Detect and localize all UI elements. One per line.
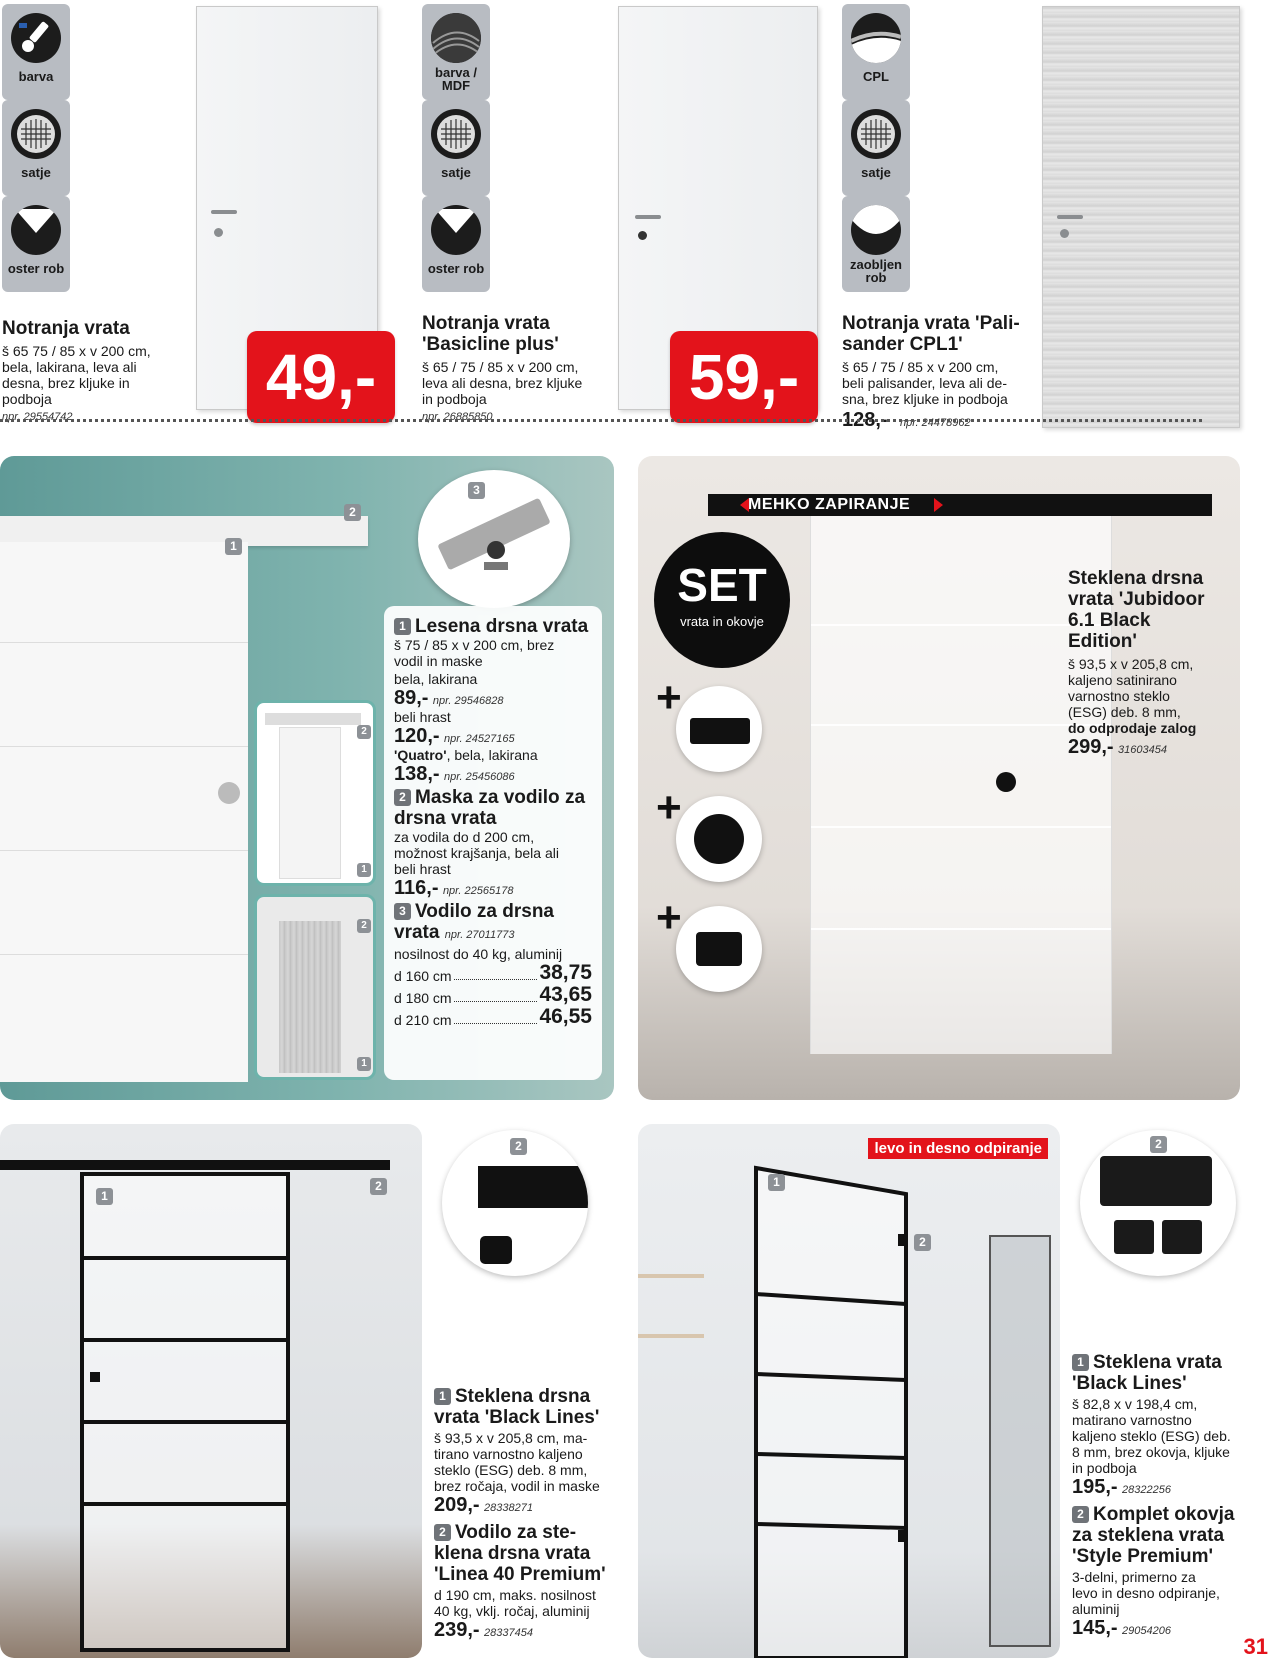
black-bar: [84, 1420, 286, 1424]
black-lines-door-photo: [638, 1124, 1060, 1658]
desc-line: š 75 / 85 x v 200 cm, brez: [394, 637, 555, 653]
black-rail: [0, 1160, 390, 1170]
desc-line: beli palisander, leva ali de-: [842, 375, 1007, 391]
photo-tag: 2: [1150, 1136, 1167, 1153]
photo-tag: 2: [357, 919, 371, 933]
wood-sliding-info-box: [384, 606, 602, 1080]
tile-caption: satje: [861, 165, 891, 180]
price-row: [434, 1494, 624, 1516]
sharp-edge-icon: [11, 205, 61, 255]
desc-line: 40 kg, vklj. ročaj, aluminij: [434, 1603, 590, 1619]
article-number: 31603454: [1118, 744, 1167, 756]
product-description: [1072, 1396, 1268, 1476]
item-number: 3: [394, 903, 411, 920]
tile-caption: [842, 258, 910, 284]
roller-detail-image: [418, 470, 570, 608]
product-description: [2, 343, 182, 407]
cpl-layer-icon: [851, 13, 901, 63]
caption-line: rob: [865, 270, 887, 285]
arrow-left-icon: [740, 498, 749, 512]
article-number: 28337454: [484, 1627, 533, 1639]
price-row: [1068, 736, 1238, 758]
desc-line: podboja: [2, 391, 52, 407]
rounded-edge-icon: [851, 205, 901, 255]
product-title: [394, 901, 592, 946]
price: 195,-: [1072, 1476, 1118, 1498]
desc-line: in podboja: [422, 391, 487, 407]
plus-icon: +: [656, 783, 682, 832]
fitting-part: [1114, 1220, 1154, 1254]
title-line: Steklena drsna: [455, 1386, 591, 1407]
groove: [0, 746, 248, 747]
door-lock: [638, 231, 647, 240]
door-handle: [211, 210, 237, 214]
item-number: 2: [434, 1524, 451, 1541]
arrow-right-icon: [934, 498, 943, 512]
desc-line: leva ali desna, brez kljuke: [422, 375, 583, 391]
price-row: [434, 1619, 624, 1641]
rail-price-row: [394, 1006, 592, 1028]
product-title: Notranja vrata: [2, 318, 130, 339]
title-line: vrata 'Black Lines': [434, 1407, 600, 1428]
desc-line: aluminij: [1072, 1601, 1120, 1617]
price-row: [394, 763, 592, 785]
product-description: [394, 637, 592, 687]
desc-line: š 65 / 75 / 85 x v 200 cm,: [842, 359, 999, 375]
rail-length: d 210 cm: [394, 1012, 452, 1028]
product-description: nosilnost do 40 kg, aluminij: [394, 946, 563, 962]
sharp-edge-feature-tile: [422, 196, 490, 292]
title-line: 'Black Lines': [1072, 1373, 1187, 1394]
photo-tag: 2: [357, 725, 371, 739]
desc-line: sna, brez kljuke in podboja: [842, 391, 1008, 407]
title-line: vrata 'Jubidoor: [1068, 589, 1205, 610]
desc-line: bela, lakirana, leva ali: [2, 359, 137, 375]
door-handle: [635, 215, 661, 219]
title-line: 6.1 Black: [1068, 610, 1151, 631]
title-line: 'Basicline plus': [422, 334, 559, 355]
photo-tag: 3: [468, 482, 485, 499]
door-knob: [218, 782, 240, 804]
thumb-door: [279, 921, 341, 1073]
set-badge-subtitle: vrata in okovje: [680, 614, 764, 629]
product-description: [434, 1587, 624, 1619]
tile-caption: oster rob: [427, 261, 485, 276]
title-line: Steklena drsna: [1068, 568, 1204, 589]
product-title: [434, 1522, 624, 1585]
product-description: [1072, 1569, 1268, 1617]
style-premium-fittings-image: [1080, 1130, 1236, 1276]
desc-line: kaljeno satinirano: [1068, 672, 1177, 688]
variant-label: [394, 747, 592, 763]
article-number: npr. 22565178: [442, 885, 514, 897]
product-title: [394, 616, 592, 637]
price: 43,65: [539, 983, 592, 1006]
desc-line: beli hrast: [394, 861, 451, 877]
rail-price-row: [394, 984, 592, 1006]
door-handle: [1057, 215, 1083, 219]
title-line: 'Style Premium': [1072, 1546, 1214, 1567]
glass-door: [810, 494, 1112, 1054]
rail-part: [478, 1166, 588, 1208]
paint-mdf-icon: [431, 13, 481, 63]
groove: [0, 954, 248, 955]
article-number: 29054206: [1122, 1625, 1171, 1637]
title-line: vrata: [394, 922, 440, 943]
desc-line: brez ročaja, vodil in maske: [434, 1478, 600, 1494]
variant-name: 'Quatro': [394, 747, 447, 763]
title-line: Steklena vrata: [1093, 1352, 1222, 1373]
rounded-edge-feature-tile: [842, 196, 910, 292]
photo-tag: 1: [357, 863, 371, 877]
sliding-door: [0, 542, 248, 1082]
photo-tag: 2: [344, 504, 361, 521]
honeycomb-feature-tile: [842, 100, 910, 196]
product-title: [1068, 568, 1238, 652]
price: 116,-: [394, 877, 439, 899]
sharp-edge-icon: [431, 205, 481, 255]
desc-line: desna, brez kljuke in: [2, 375, 130, 391]
glass-stripe: [811, 624, 1111, 626]
desc-line: matirano varnostno: [1072, 1412, 1192, 1428]
product-description: [434, 1430, 624, 1494]
article-number: npr. 25456086: [444, 771, 515, 783]
photo-tag: 2: [370, 1178, 387, 1195]
honeycomb-icon: [11, 109, 61, 159]
article-number: npr. 29554742: [2, 411, 73, 423]
rail-price-row: [394, 962, 592, 984]
desc-line: steklo (ESG) deb. 8 mm,: [434, 1462, 588, 1478]
dot-leader: [454, 1023, 538, 1024]
glass-stripe: [811, 826, 1111, 828]
plus-icon: +: [656, 673, 682, 722]
black-lines-sliding-photo: [0, 1124, 422, 1658]
title-line: drsna vrata: [394, 808, 497, 829]
desc-line: š 93,5 x v 205,8 cm, ma-: [434, 1430, 588, 1446]
tile-caption: satje: [441, 165, 471, 180]
glass-stripe: [811, 928, 1111, 930]
plus-icon: +: [656, 893, 682, 942]
tile-caption: CPL: [863, 69, 889, 84]
title-line: Maska za vodilo za: [415, 787, 586, 808]
photo-tag: 2: [510, 1138, 527, 1155]
cpl-feature-tile: [842, 4, 910, 100]
variant-rest: , bela, lakirana: [446, 747, 538, 763]
product-description: [1068, 656, 1238, 736]
title-line: Vodilo za drsna: [415, 901, 555, 922]
desc-line: š 65 / 75 / 85 x v 200 cm,: [422, 359, 579, 375]
linea-rail-detail-image: [442, 1130, 588, 1276]
price-row: [394, 877, 592, 899]
price: 239,-: [434, 1619, 480, 1641]
tile-caption: [422, 66, 490, 92]
round-handle-image: [676, 796, 762, 882]
article-number: npr. 24478962: [900, 417, 971, 429]
tile-caption: satje: [21, 165, 51, 180]
door-grip: [90, 1372, 100, 1382]
desc-line: kaljeno steklo (ESG) deb.: [1072, 1428, 1231, 1444]
caption-line: zaobljen: [849, 257, 902, 272]
price: 209,-: [434, 1494, 480, 1516]
soft-close-mechanism-image: [676, 686, 762, 772]
honeycomb-icon: [851, 109, 901, 159]
article-number: npr. 27011773: [444, 929, 515, 941]
product-title: [422, 313, 602, 355]
article-number: npr. 26885850: [422, 411, 493, 423]
price: 38,75: [539, 961, 592, 984]
part: [690, 718, 750, 744]
paint-brush-icon: [11, 13, 61, 63]
floor-guide-image: [676, 906, 762, 992]
door-knob: [996, 772, 1016, 792]
product-title: [1072, 1352, 1268, 1394]
price: 46,55: [539, 1005, 592, 1028]
jubidoor-text: [1068, 568, 1238, 758]
title-line: Notranja vrata 'Pali-: [842, 313, 1020, 334]
product-description: [394, 829, 592, 877]
wood-sliding-door-photo: [0, 456, 614, 1100]
title-line: za steklena vrata: [1072, 1525, 1225, 1546]
price-row: [1072, 1617, 1268, 1639]
title-line: klena drsna vrata: [434, 1543, 591, 1564]
black-bar: [84, 1502, 286, 1506]
soft-close-label: MEHKO ZAPIRANJE: [748, 496, 911, 513]
price-row: [1072, 1476, 1268, 1498]
opening-banner: levo in desno odpiranje: [868, 1138, 1048, 1159]
article-number: 28338271: [484, 1502, 533, 1514]
title-line: Notranja vrata: [422, 313, 550, 334]
item-number: 1: [434, 1388, 451, 1405]
price: 89,-: [394, 687, 429, 709]
thumbnail-oak-door: [254, 894, 376, 1080]
article-number: 28322256: [1122, 1484, 1171, 1496]
item-number: 2: [1072, 1506, 1089, 1523]
price: 138,-: [394, 763, 440, 785]
item-number: 1: [394, 618, 411, 635]
price-row: [394, 687, 592, 709]
dot-leader: [454, 1001, 538, 1002]
price-row: [394, 725, 592, 747]
item-number: 2: [394, 789, 411, 806]
price: 299,-: [1068, 736, 1114, 758]
glass-sliding-door: [80, 1172, 290, 1652]
price-badge-49: 49,-: [247, 331, 395, 423]
photo-tag: 1: [768, 1174, 785, 1191]
price: 120,-: [394, 725, 440, 747]
honeycomb-icon: [431, 109, 481, 159]
title-line: Edition': [1068, 631, 1137, 652]
title-line: Vodilo za ste-: [455, 1522, 577, 1543]
title-text: Lesena drsna vrata: [415, 616, 589, 637]
section-divider: [0, 419, 1202, 422]
product-palisander: [842, 313, 1042, 431]
honeycomb-feature-tile: [422, 100, 490, 196]
price: 128,-: [842, 409, 888, 431]
desc-line: (ESG) deb. 8 mm,: [1068, 704, 1181, 720]
page-number: 31: [1243, 1634, 1268, 1659]
title-line: sander CPL1': [842, 334, 963, 355]
caption-line: barva /: [435, 65, 477, 80]
door-image-palisander: [1042, 6, 1240, 428]
jubidoor-photo: [638, 456, 1240, 1100]
set-badge: [654, 532, 790, 668]
paint-mdf-feature-tile: [422, 4, 490, 100]
desc-line: za vodila do d 200 cm,: [394, 829, 535, 845]
desc-line: š 93,5 x v 205,8 cm,: [1068, 656, 1194, 672]
part: [696, 932, 742, 966]
glass-stripe: [811, 724, 1111, 726]
variant-label: beli hrast: [394, 709, 451, 725]
door-lock: [214, 228, 223, 237]
product-notranja-vrata: [2, 318, 182, 423]
grip-part: [480, 1236, 512, 1264]
hinged-glass-door: [638, 1124, 1060, 1658]
black-bar: [84, 1338, 286, 1342]
product-title: [1072, 1504, 1268, 1567]
price: 145,-: [1072, 1617, 1118, 1639]
photo-tag: 1: [225, 538, 242, 555]
desc-line: levo in desno odpiranje,: [1072, 1585, 1220, 1601]
photo-tag: 1: [96, 1188, 113, 1205]
desc-line: 8 mm, brez okovja, kljuke: [1072, 1444, 1230, 1460]
price-badge-59: 59,-: [670, 331, 818, 423]
desc-line: varnostno steklo: [1068, 688, 1170, 704]
groove: [0, 850, 248, 851]
product-title: [842, 313, 1042, 355]
thumb-rail: [265, 713, 361, 725]
honeycomb-feature-tile: [2, 100, 70, 196]
product-title: [394, 787, 592, 829]
desc-line: vodil in maske: [394, 653, 483, 669]
black-lines-door-text: [1072, 1352, 1268, 1639]
set-badge-title: SET: [677, 559, 767, 611]
product-description: [842, 359, 1042, 407]
tile-caption: barva: [18, 69, 54, 84]
fitting-part: [1162, 1220, 1202, 1254]
desc-line: in podboja: [1072, 1460, 1137, 1476]
product-title: [434, 1386, 624, 1428]
caption-line: MDF: [441, 78, 471, 93]
clearance-note: do odprodaje zalog: [1068, 720, 1197, 736]
article-number: npr. 24527165: [444, 733, 515, 745]
desc-line: š 65 75 / 85 x v 200 cm,: [2, 343, 151, 359]
tile-caption: oster rob: [7, 261, 65, 276]
black-bar: [84, 1256, 286, 1260]
paint-feature-tile: [2, 4, 70, 100]
title-line: Komplet okovja: [1093, 1504, 1235, 1525]
part: [694, 814, 744, 864]
desc-line: d 190 cm, maks. nosilnost: [434, 1587, 596, 1603]
door-lock: [1060, 229, 1069, 238]
groove: [0, 642, 248, 643]
rail-length: d 180 cm: [394, 990, 452, 1006]
photo-tag: 2: [914, 1234, 931, 1251]
sharp-edge-feature-tile: [2, 196, 70, 292]
product-description: [422, 359, 602, 407]
fitting-part: [1100, 1156, 1212, 1206]
dot-leader: [454, 979, 538, 980]
thumbnail-white-door: [254, 700, 376, 886]
desc-line: možnost krajšanja, bela ali: [394, 845, 559, 861]
soft-close-rail: [708, 494, 1212, 516]
desc-line: tirano varnostno kaljeno: [434, 1446, 583, 1462]
title-line: 'Linea 40 Premium': [434, 1564, 606, 1585]
variant-label: bela, lakirana: [394, 671, 478, 687]
article-number: npr. 29546828: [432, 695, 504, 707]
photo-tag: 1: [357, 1057, 371, 1071]
thumb-door: [279, 727, 341, 879]
desc-line: 3-delni, primerno za: [1072, 1569, 1196, 1585]
item-number: 1: [1072, 1354, 1089, 1371]
product-basicline-plus: [422, 313, 602, 423]
desc-line: š 82,8 x v 198,4 cm,: [1072, 1396, 1198, 1412]
black-lines-sliding-text: [434, 1386, 624, 1641]
rail-length: d 160 cm: [394, 968, 452, 984]
